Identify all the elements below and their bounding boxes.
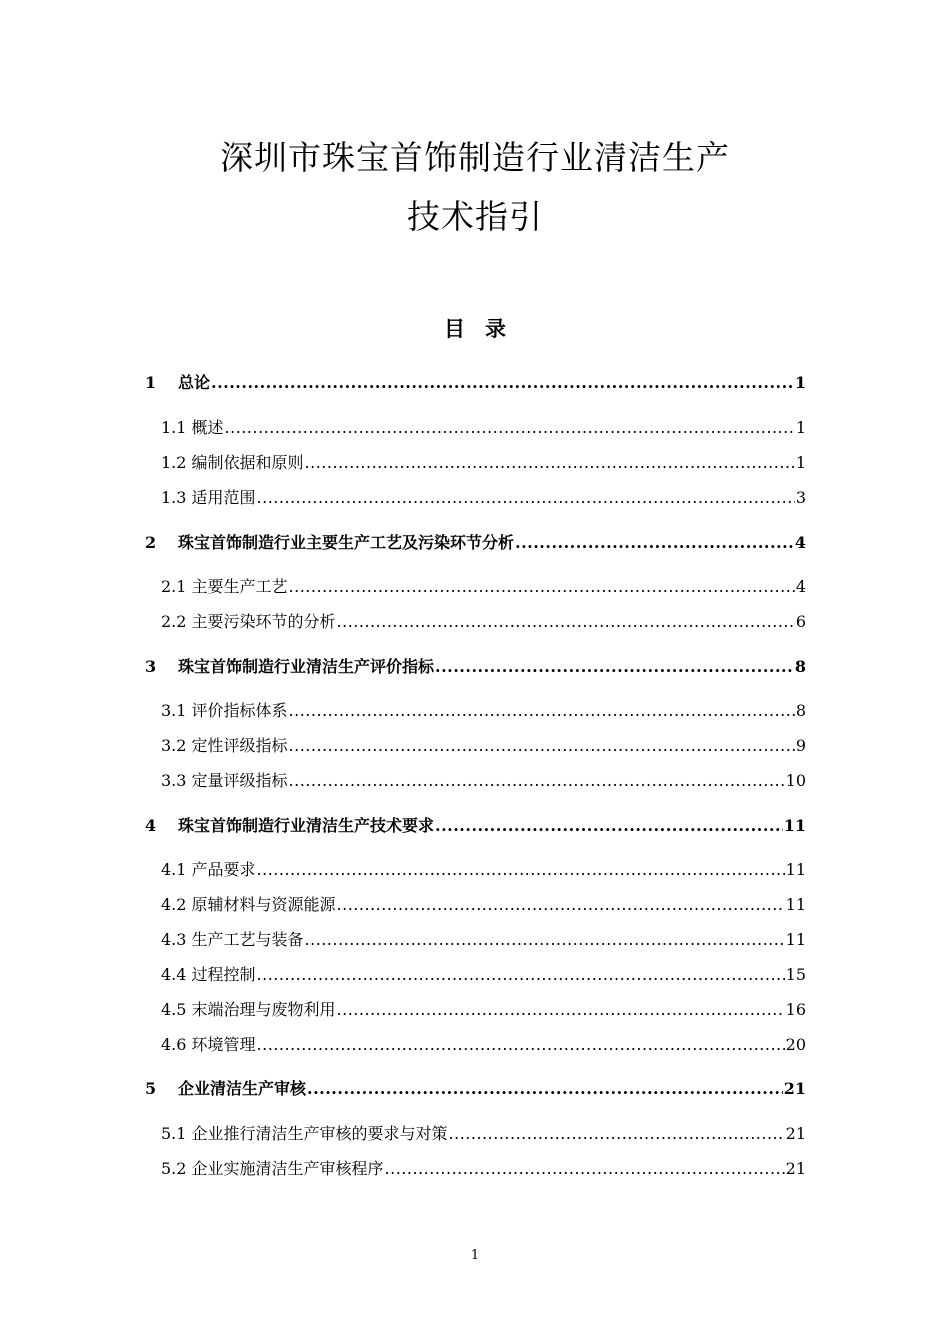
document-title-line2: 技术指引 xyxy=(407,197,543,236)
toc-page-number: 8 xyxy=(794,657,806,676)
toc-entry-3-3[interactable] xyxy=(0,769,950,793)
toc-page-number: 21 xyxy=(783,1079,806,1098)
toc-entry-number: 1 xyxy=(145,373,157,392)
toc-entry-text: 3.3 定量评级指标 xyxy=(161,771,288,790)
toc-entry-text: 3.2 定性评级指标 xyxy=(161,736,288,755)
toc-page-number: 6 xyxy=(795,612,806,631)
toc-entry-5-1[interactable] xyxy=(0,1122,950,1146)
toc-entry-text: 5.2 企业实施清洁生产审核程序 xyxy=(161,1159,384,1178)
toc-page-number: 11 xyxy=(785,860,806,879)
toc-dot-leader xyxy=(305,451,795,475)
toc-heading: 目录 xyxy=(444,317,526,341)
toc-page-number: 21 xyxy=(785,1124,806,1143)
toc-entry-text: 1.2 编制依据和原则 xyxy=(161,453,304,472)
toc-page-number: 11 xyxy=(785,895,806,914)
toc-entry-text: 总论 xyxy=(178,373,211,392)
toc-page-number: 1 xyxy=(794,373,806,392)
toc-entry-4-6[interactable] xyxy=(0,1033,950,1057)
toc-entry-text: 3.1 评价指标体系 xyxy=(161,701,288,720)
toc-page-number: 8 xyxy=(795,701,806,720)
toc-entry-4-1[interactable] xyxy=(0,858,950,882)
toc-entry-2[interactable] xyxy=(0,531,950,555)
toc-page-number: 15 xyxy=(785,965,806,984)
toc-dot-leader xyxy=(257,858,785,882)
toc-entry-4[interactable] xyxy=(0,814,950,838)
toc-entry-4-3[interactable] xyxy=(0,928,950,952)
toc-entry-number: 5 xyxy=(145,1079,157,1098)
toc-entry-text: 4.2 原辅材料与资源能源 xyxy=(161,895,336,914)
toc-dot-leader xyxy=(257,963,785,987)
toc-entry-text: 4.6 环境管理 xyxy=(161,1035,256,1054)
toc-page-number: 3 xyxy=(795,488,806,507)
toc-page-number: 1 xyxy=(795,453,806,472)
toc-entry-number: 4 xyxy=(145,816,157,835)
toc-dot-leader xyxy=(257,486,795,510)
toc-dot-leader xyxy=(385,1157,785,1181)
toc-dot-leader xyxy=(435,814,783,838)
toc-page-number: 9 xyxy=(795,736,806,755)
toc-entry-text: 4.4 过程控制 xyxy=(161,965,256,984)
toc-entry-5-2[interactable] xyxy=(0,1157,950,1181)
toc-page-number: 11 xyxy=(785,930,806,949)
toc-entry-3-1[interactable] xyxy=(0,699,950,723)
toc-entry-2-1[interactable] xyxy=(0,575,950,599)
toc-page-number: 10 xyxy=(785,771,806,790)
toc-dot-leader xyxy=(337,610,795,634)
document-title-line1: 深圳市珠宝首饰制造行业清洁生产 xyxy=(220,138,730,177)
toc-dot-leader xyxy=(307,1077,783,1101)
toc-entry-4-2[interactable] xyxy=(0,893,950,917)
toc-dot-leader xyxy=(515,531,794,555)
toc-page-number: 11 xyxy=(783,816,806,835)
toc-entry-text: 2.1 主要生产工艺 xyxy=(161,577,288,596)
toc-page-number: 4 xyxy=(794,533,806,552)
toc-dot-leader xyxy=(337,893,785,917)
toc-dot-leader xyxy=(225,416,795,440)
toc-entry-4-5[interactable] xyxy=(0,998,950,1022)
toc-entry-4-4[interactable] xyxy=(0,963,950,987)
toc-dot-leader xyxy=(337,998,785,1022)
toc-dot-leader xyxy=(289,575,795,599)
toc-dot-leader xyxy=(449,1122,785,1146)
toc-dot-leader xyxy=(435,655,794,679)
toc-entry-text: 珠宝首饰制造行业清洁生产评价指标 xyxy=(178,657,435,676)
toc-page-number: 16 xyxy=(785,1000,806,1019)
toc-page-number: 20 xyxy=(785,1035,806,1054)
toc-entry-text: 1.3 适用范围 xyxy=(161,488,256,507)
toc-page-number: 1 xyxy=(795,418,806,437)
toc-entry-text: 5.1 企业推行清洁生产审核的要求与对策 xyxy=(161,1124,448,1143)
toc-page-number: 21 xyxy=(785,1159,806,1178)
toc-entry-3[interactable] xyxy=(0,655,950,679)
toc-entry-text: 4.3 生产工艺与装备 xyxy=(161,930,304,949)
toc-dot-leader xyxy=(289,699,795,723)
page-number-footer: 1 xyxy=(470,1248,480,1263)
toc-dot-leader xyxy=(305,928,785,952)
toc-entry-text: 1.1 概述 xyxy=(161,418,224,437)
toc-page-number: 4 xyxy=(795,577,806,596)
toc-dot-leader xyxy=(289,734,795,758)
toc-entry-text: 4.1 产品要求 xyxy=(161,860,256,879)
toc-entry-2-2[interactable] xyxy=(0,610,950,634)
toc-dot-leader xyxy=(289,769,785,793)
toc-entry-number: 2 xyxy=(145,533,157,552)
toc-entry-text: 企业清洁生产审核 xyxy=(178,1079,307,1098)
toc-entry-text: 珠宝首饰制造行业清洁生产技术要求 xyxy=(178,816,435,835)
toc-entry-5[interactable] xyxy=(0,1077,950,1101)
toc-entry-1-1[interactable] xyxy=(0,416,950,440)
toc-entry-1-3[interactable] xyxy=(0,486,950,510)
toc-entry-1-2[interactable] xyxy=(0,451,950,475)
toc-entry-text: 2.2 主要污染环节的分析 xyxy=(161,612,336,631)
toc-entry-1[interactable] xyxy=(0,371,950,395)
toc-dot-leader xyxy=(257,1033,785,1057)
toc-entry-text: 珠宝首饰制造行业主要生产工艺及污染环节分析 xyxy=(178,533,515,552)
toc-entry-text: 4.5 末端治理与废物利用 xyxy=(161,1000,336,1019)
toc-entry-3-2[interactable] xyxy=(0,734,950,758)
toc-dot-leader xyxy=(211,371,794,395)
toc-entry-number: 3 xyxy=(145,657,157,676)
